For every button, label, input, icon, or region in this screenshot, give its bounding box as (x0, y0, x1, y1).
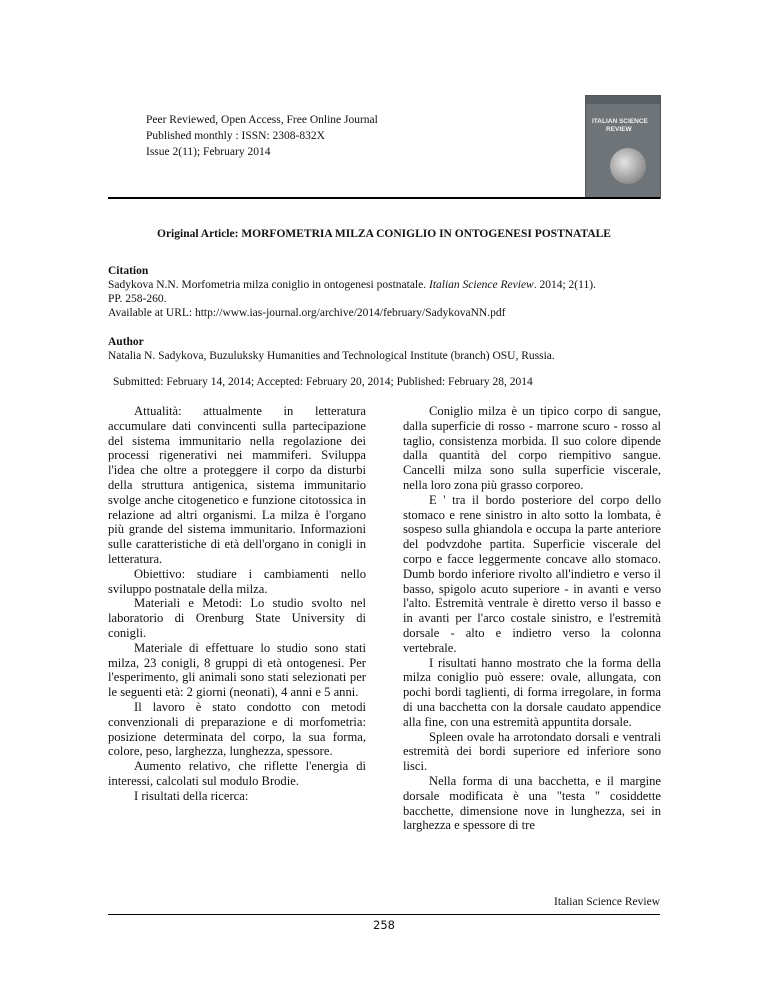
citation-label: Citation (108, 265, 149, 277)
journal-info-line-2: Published monthly : ISSN: 2308-832X (146, 130, 325, 142)
paragraph: Coniglio milza è un tipico corpo di sangue, dalla superficie di rosso - marrone scuro - rosso al taglio, consistenza morbida. Il suo colore dipende dalla quantità del corpo riempitivo sangue. Cancelli milza sono sulla superficie viscerale, nella loro zona più grasso corporeo. (403, 404, 661, 492)
author-text: Natalia N. Sadykova, Buzuluksky Humanities and Technological Institute (branch) OSU, Russia. (108, 350, 555, 362)
citation-block (108, 264, 668, 320)
journal-info (146, 112, 378, 160)
footer-divider (108, 914, 660, 915)
paragraph: Spleen ovale ha arrotondato dorsali e ventrali estremità dei bordi superiore ed inferiore sono lisci. (403, 729, 661, 774)
paragraph: I risultati della ricerca: (134, 788, 249, 803)
journal-cover-image (585, 95, 661, 199)
paragraph: Nella forma di una bacchetta, e il margine dorsale modificata è una "testa " cosiddette bacchette, dimensione nove in lunghezza, sei in larghezza e spessore di tre (403, 773, 661, 833)
paragraph: Materiale di effettuare lo studio sono stati milza, 23 conigli, 8 gruppi di età ontogenesi. Per l'esperimento, gli animali sono stati selezionati per le seguenti età: 2 giorni (neonati), 4 anni e 5 anni. (108, 640, 366, 700)
citation-journal: Italian Science Review (428, 279, 534, 291)
cover-title-line-1: ITALIAN SCIENCE (592, 118, 648, 125)
right-column (403, 404, 661, 833)
citation-line-1 (108, 278, 668, 292)
paragraph: I risultati hanno mostrato che la forma della milza coniglio può essere: ovale, allungata, con pochi bordi taglienti, di forma irregolare, in forma di una bacchetta con la dorsale caudato appendice alla fine, con una estremità appuntita dorsale. (403, 655, 661, 729)
paragraph: Materiali e Metodi: Lo studio svolto nel laboratorio di Orenburg State University di conigli. (108, 596, 366, 640)
paragraph: Il lavoro è stato condotto con metodi convenzionali di preparazione e di morfometria: posizione determinata del corpo, la sua forma, colore, peso, larghezza, lunghezza, spessore. (108, 699, 366, 759)
citation-line-2: PP. 258-260. (108, 293, 167, 305)
author-label: Author (108, 336, 144, 348)
paragraph: Attualità: attualmente in letteratura accumulare dati convincenti sulla partecipazione del sistema immunitario nella regolazione dei processi rigenerativi nei mammiferi. Sviluppa l'idea che oltre a proteggere il corpo da disturbi della struttura antigenica, sistema immunitario svolge anche citogenetico e funzione citotossica in relazione ad altri organismi. La milza è l'organo più grande del sistema immunitario. Informazioni sulle caratteristiche di età dell'organo in conigli in letteratura. (108, 404, 366, 566)
citation-text: Sadykova N.N. Morfometria milza coniglio in ontogenesi postnatale. (108, 279, 429, 291)
submission-dates: Submitted: February 14, 2014; Accepted: February 20, 2014; Published: February 28, 2014 (113, 376, 533, 388)
paragraph: E ' tra il bordo posteriore del corpo dello stomaco e rene sinistro in alto sotto la lombata, è sospeso sulla ghiandola e occupa la parte anteriore del podvzdohe partita. Superficie viscerale del corpo e facce leggermente concave allo stomaco. Dumb bordo inferiore rivolto all'indietro e verso il basso, spigolo acuto superiore - in avanti e verso l'alto. Estremità ventrale è diretto verso il basso e in avanti per l'arco costale sinistro, e l'estremità dorsale - alto e indietro verso la colonna vertebrale. (403, 492, 661, 655)
article-title: Original Article: MORFOMETRIA MILZA CONIGLIO IN ONTOGENESI POSTNATALE (157, 228, 611, 240)
author-block (108, 335, 668, 363)
citation-volume: . 2014; 2(11). (533, 279, 596, 291)
cover-band (586, 96, 660, 104)
left-column (108, 404, 366, 804)
journal-info-line-3: Issue 2(11); February 2014 (146, 146, 271, 158)
page-number: 258 (373, 918, 395, 932)
footer-journal-name: Italian Science Review (553, 896, 660, 908)
citation-url[interactable]: Available at URL: http://www.ias-journal.org/archive/2014/february/SadykovaNN.pdf (108, 307, 506, 319)
paragraph: Obiettivo: studiare i cambiamenti nello sviluppo postnatale della milza. (108, 566, 366, 596)
cover-title-line-2: REVIEW (606, 126, 632, 133)
journal-info-line-1: Peer Reviewed, Open Access, Free Online Journal (146, 114, 378, 126)
paragraph: Aumento relativo, che riflette l'energia di interessi, calcolati sul modulo Brodie. (108, 759, 366, 788)
header-divider (108, 197, 660, 199)
cover-globe-graphic (610, 148, 646, 184)
